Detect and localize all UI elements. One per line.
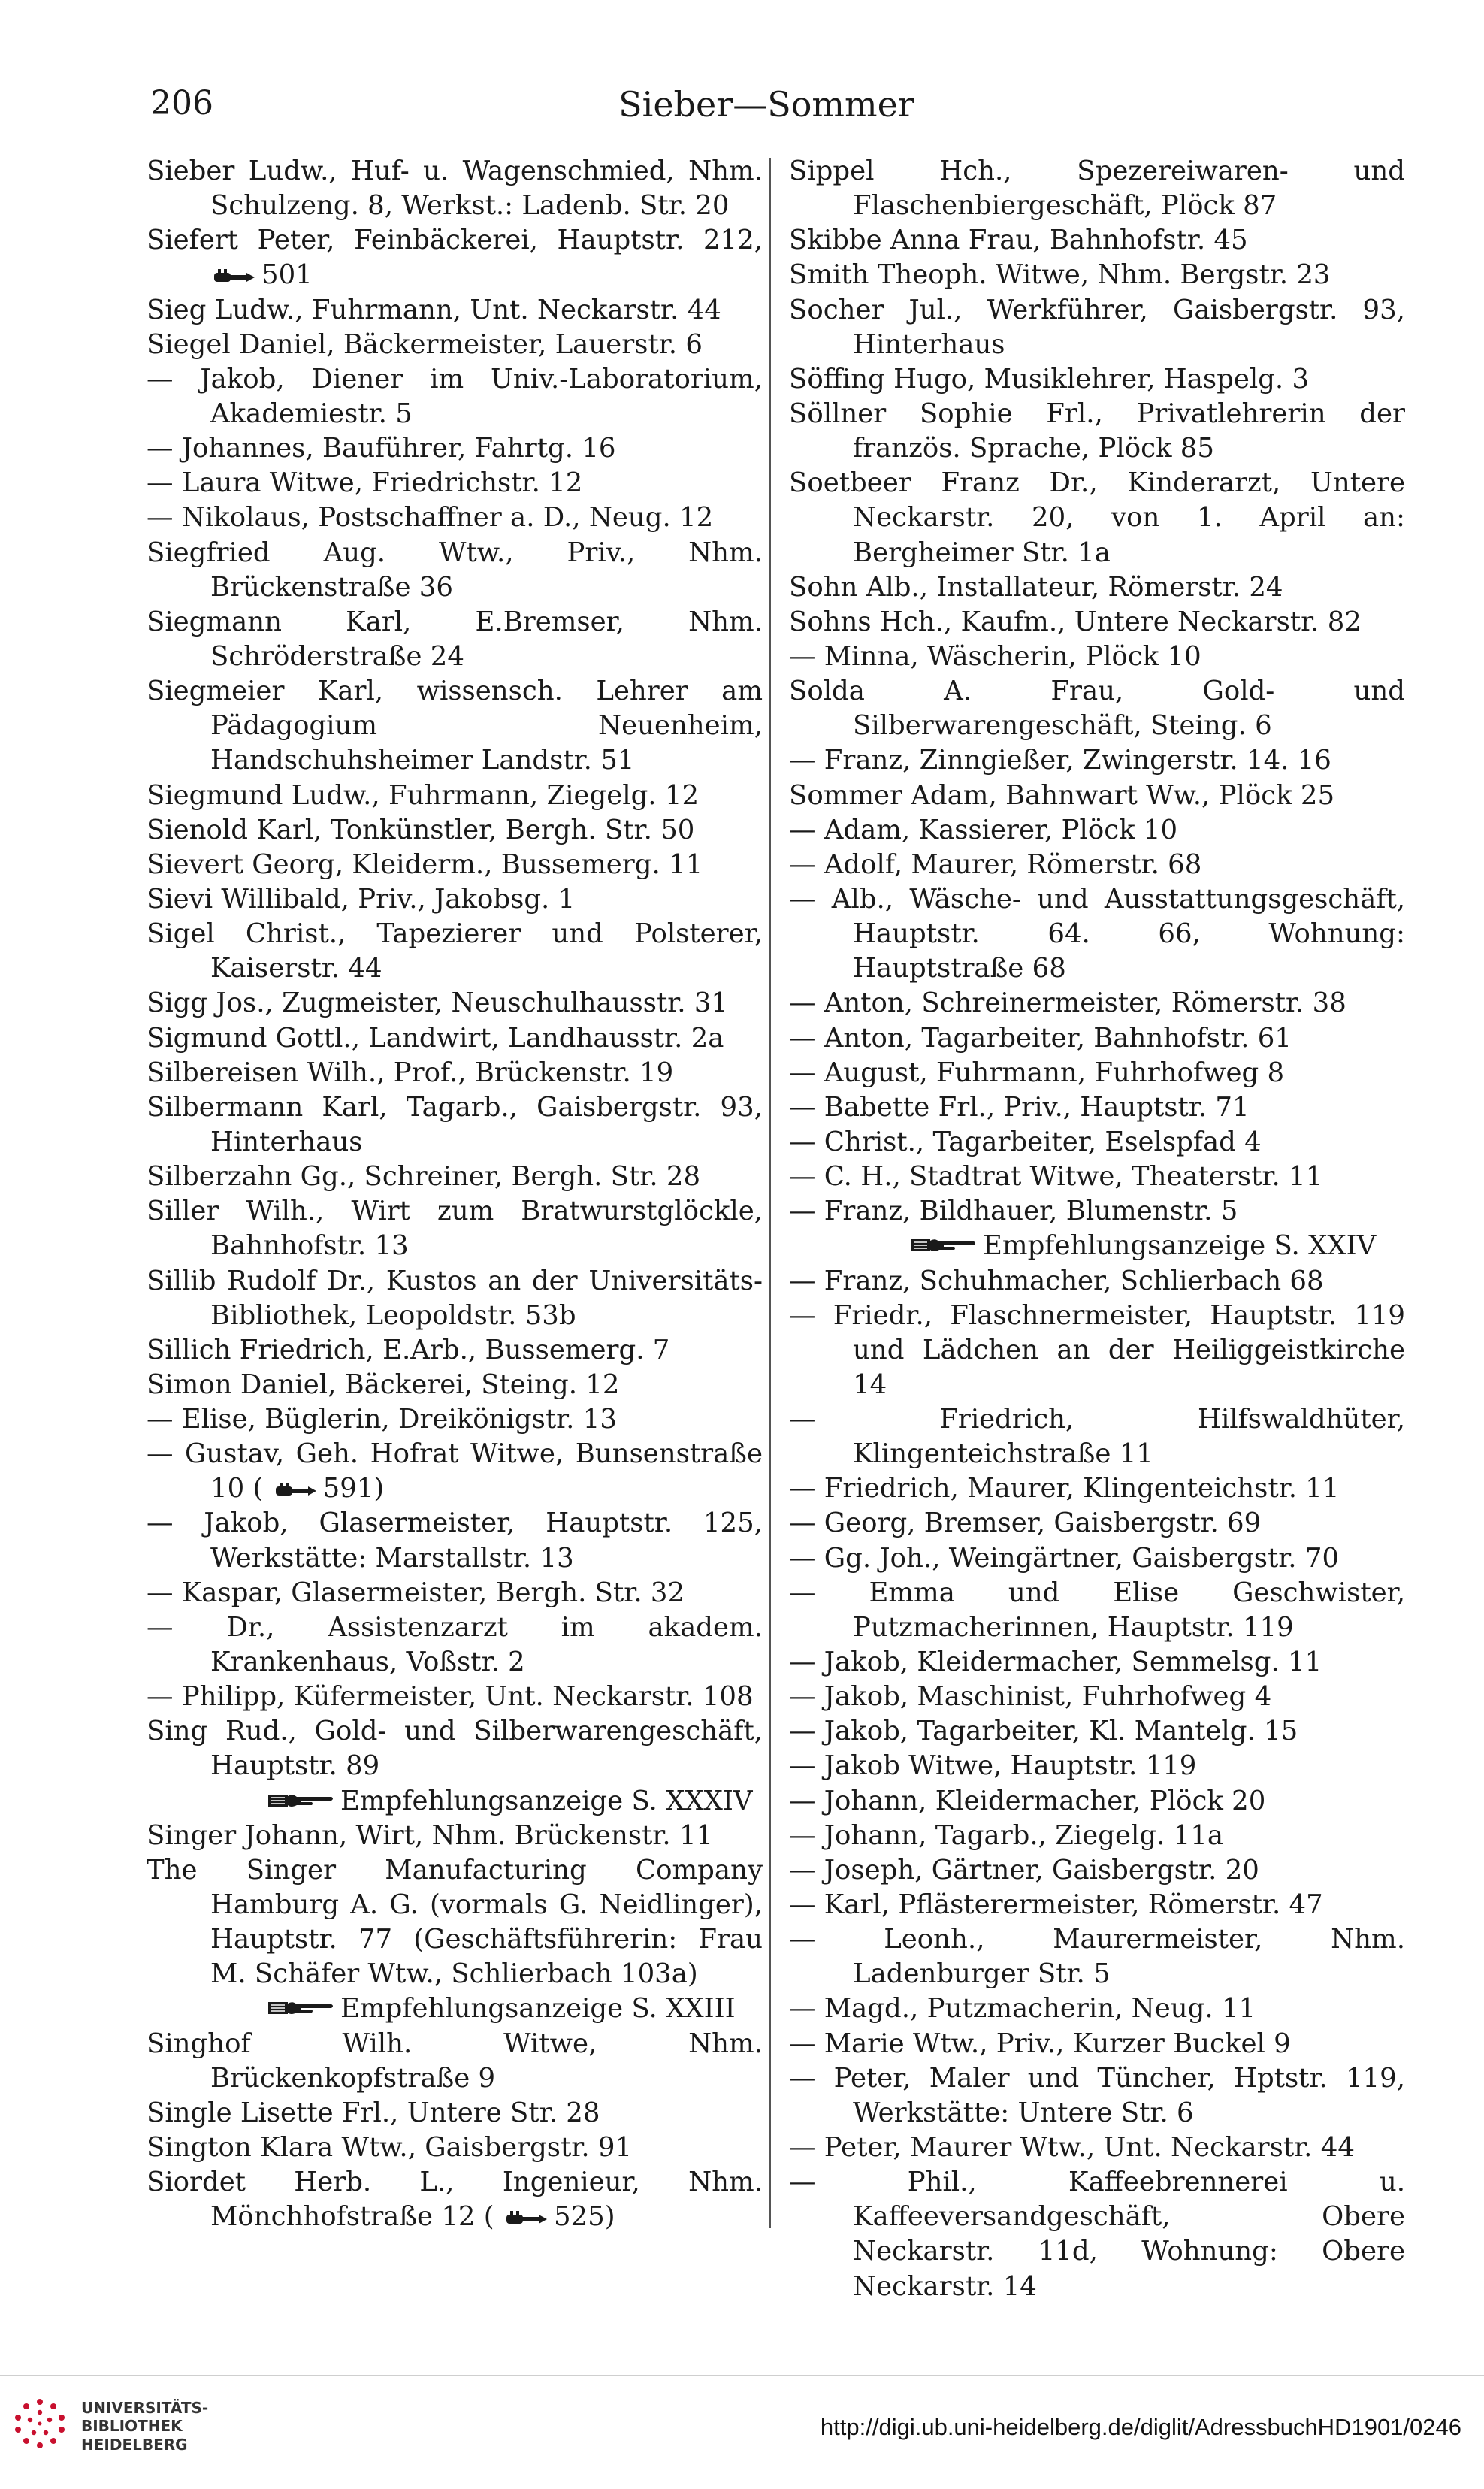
- directory-entry: [147, 2096, 763, 2131]
- right-column: [789, 154, 1405, 2304]
- directory-entry: [789, 2131, 1405, 2165]
- entry-text: — Phil., Kaffeebrennerei u. Kaffeeversandgeschäft, Obere Neckarstr. 11d, Wohnung: Obere Neckarstr. 14: [789, 2167, 1405, 2302]
- column-divider: [769, 158, 771, 2228]
- directory-entry: [789, 1090, 1405, 1125]
- directory-entry: [147, 293, 763, 328]
- entry-text: Siegel Daniel, Bäckermeister, Lauerstr. 6: [147, 328, 703, 360]
- directory-entry: [789, 1299, 1405, 1402]
- directory-entry: [147, 536, 763, 605]
- library-name-line: HEIDELBERG: [81, 2435, 188, 2454]
- directory-entry: [789, 1680, 1405, 1714]
- entry-text: Sillich Friedrich, E.Arb., Bussemerg. 7: [147, 1334, 670, 1365]
- entry-text: — Alb., Wäsche- und Ausstattungsgeschäft, Hauptstr. 64. 66, Wohnung: Hauptstraße 68: [789, 883, 1405, 984]
- directory-entry: [147, 1506, 763, 1575]
- pointing-hand-icon: [267, 1998, 334, 2019]
- entry-text: — Anton, Tagarbeiter, Bahnhofstr. 61: [789, 1022, 1292, 1054]
- directory-entry: [789, 570, 1405, 605]
- entry-text: — Jakob, Tagarbeiter, Kl. Mantelg. 15: [789, 1716, 1298, 1747]
- entry-text: — Jakob, Maschinist, Fuhrhofweg 4: [789, 1681, 1272, 1713]
- entry-text: — Marie Wtw., Priv., Kurzer Buckel 9: [789, 2028, 1291, 2059]
- directory-entry: [789, 1576, 1405, 1645]
- entry-text: Single Lisette Frl., Untere Str. 28: [147, 2097, 600, 2128]
- directory-entry: [789, 848, 1405, 882]
- entry-text: Empfehlungsanzeige S. XXXIV: [340, 1785, 753, 1816]
- entry-text: Sieber Ludw., Huf- u. Wagenschmied, Nhm. Schulzeng. 8, Werkst.: Ladenb. Str. 20: [147, 156, 763, 222]
- telephone-icon: [275, 1480, 317, 1500]
- directory-entry: [789, 2165, 1405, 2304]
- entry-text: Söllner Sophie Frl., Privatlehrerin der französ. Sprache, Plöck 85: [789, 398, 1405, 464]
- directory-entry: [789, 779, 1405, 813]
- entry-text: — Jakob, Diener im Univ.-Laboratorium, Akademiestr. 5: [147, 363, 763, 429]
- directory-entry: [789, 1749, 1405, 1783]
- directory-entry: [789, 882, 1405, 986]
- entry-text: — Gustav, Geh. Hofrat Witwe, Bunsenstraße 10 (: [147, 1438, 763, 1505]
- directory-entry: [147, 501, 763, 535]
- directory-entry: [147, 154, 763, 223]
- directory-entry: [147, 1714, 763, 1783]
- page-header: [150, 84, 1383, 137]
- directory-entry: [789, 1021, 1405, 1056]
- directory-entry: [789, 1471, 1405, 1506]
- entry-text: Siegmund Ludw., Fuhrmann, Ziegelg. 12: [147, 779, 700, 811]
- entry-text: Sohn Alb., Installateur, Römerstr. 24: [789, 571, 1283, 603]
- directory-entry: [147, 2131, 763, 2165]
- directory-entry: [147, 431, 763, 466]
- entry-text: Silberzahn Gg., Schreiner, Bergh. Str. 28: [147, 1161, 701, 1193]
- entry-text: — Jakob, Kleidermacher, Semmelsg. 11: [789, 1647, 1322, 1678]
- directory-entry: [147, 986, 763, 1021]
- entry-text: — Leonh., Maurermeister, Nhm. Ladenburger Str. 5: [789, 1924, 1405, 1990]
- entry-text: Singer Johann, Wirt, Nhm. Brückenstr. 11: [147, 1819, 714, 1851]
- directory-entry: [147, 1437, 763, 1506]
- advertisement-reference: [147, 1784, 763, 1819]
- entry-text: — Gg. Joh., Weingärtner, Gaisbergstr. 70: [789, 1542, 1340, 1574]
- directory-entry: [147, 1853, 763, 1992]
- directory-entry: [147, 1056, 763, 1090]
- page-number: 206: [150, 84, 213, 122]
- entry-text: Socher Jul., Werkführer, Gaisbergstr. 93, Hinterhaus: [789, 294, 1405, 360]
- directory-entry: [147, 1819, 763, 1853]
- telephone-icon: [213, 267, 255, 286]
- directory-entry: [147, 362, 763, 431]
- entry-text: — Christ., Tagarbeiter, Eselspfad 4: [789, 1126, 1262, 1157]
- entry-text: The Singer Manufacturing Company Hamburg A. G. (vormals G. Neidlinger), Hauptstr. 77 (Geschäftsführerin: Frau M. Schäfer Wtw., Schlierbach 103a): [147, 1854, 763, 1990]
- entry-text: — Babette Frl., Priv., Hauptstr. 71: [789, 1091, 1250, 1123]
- directory-entry: [789, 1888, 1405, 1922]
- directory-entry: [789, 1194, 1405, 1229]
- directory-entry: [789, 674, 1405, 743]
- left-column: [147, 154, 763, 2234]
- entry-text: — Adam, Kassierer, Plöck 10: [789, 814, 1178, 845]
- entry-text: Sing Rud., Gold- und Silberwarengeschäft, Hauptstr. 89: [147, 1716, 763, 1782]
- library-name: [81, 2399, 307, 2454]
- entry-text: Söffing Hugo, Musiklehrer, Haspelg. 3: [789, 363, 1310, 395]
- entry-text: — Friedrich, Maurer, Klingenteichstr. 11: [789, 1473, 1340, 1505]
- directory-entry: [789, 154, 1405, 223]
- directory-entry: [147, 1610, 763, 1680]
- entry-text: Sigel Christ., Tapezierer und Polsterer, Kaiserstr. 44: [147, 918, 763, 984]
- entry-text: Sohns Hch., Kaufm., Untere Neckarstr. 82: [789, 606, 1362, 637]
- directory-entry: [147, 1194, 763, 1263]
- directory-entry: [147, 2165, 763, 2234]
- entry-text: — Minna, Wäscherin, Plöck 10: [789, 640, 1201, 672]
- entry-text: Siegmann Karl, E.Bremser, Nhm. Schröderstraße 24: [147, 606, 763, 672]
- directory-entry: [147, 1402, 763, 1437]
- entry-text: — Friedr., Flaschnermeister, Hauptstr. 119 und Lädchen an der Heiliggeistkirche 14: [789, 1299, 1405, 1400]
- entry-text: — Philipp, Küfermeister, Unt. Neckarstr. 108: [147, 1681, 754, 1713]
- entry-text: — Magd., Putzmacherin, Neug. 11: [789, 1993, 1256, 2025]
- directory-entry: [147, 1021, 763, 1056]
- directory-entry: [789, 1056, 1405, 1090]
- page-footer: [0, 2376, 1484, 2489]
- entry-text: Silbereisen Wilh., Prof., Brückenstr. 19: [147, 1057, 674, 1088]
- entry-text: — Jakob Witwe, Hauptstr. 119: [789, 1750, 1197, 1782]
- directory-entry: [147, 813, 763, 848]
- directory-entry: [789, 1992, 1405, 2026]
- phone-number: 591): [322, 1473, 385, 1505]
- entry-text: Sippel Hch., Spezereiwaren- und Flaschenbiergeschäft, Plöck 87: [789, 156, 1405, 222]
- entry-text: — Karl, Pflästerermeister, Römerstr. 47: [789, 1889, 1323, 1921]
- entry-text: Solda A. Frau, Gold- und Silberwarengeschäft, Steing. 6: [789, 676, 1405, 742]
- entry-text: — Dr., Assistenzarzt im akadem. Krankenhaus, Voßstr. 2: [147, 1611, 763, 1678]
- directory-entry: [147, 917, 763, 986]
- entry-text: — Joseph, Gärtner, Gaisbergstr. 20: [789, 1854, 1259, 1886]
- directory-entry: [789, 1402, 1405, 1471]
- entry-text: Sigmund Gottl., Landwirt, Landhausstr. 2a: [147, 1022, 724, 1054]
- directory-entry: [147, 1576, 763, 1610]
- entry-text: — Nikolaus, Postschaffner a. D., Neug. 12: [147, 502, 714, 534]
- directory-entry: [147, 1680, 763, 1714]
- source-url-link[interactable]: http://digi.ub.uni-heidelberg.de/diglit/AdressbuchHD1901/0246: [820, 2414, 1461, 2440]
- entry-text: — Franz, Zinngießer, Zwingerstr. 14. 16: [789, 745, 1331, 776]
- directory-entry: [789, 2061, 1405, 2131]
- directory-entry: [789, 743, 1405, 778]
- running-title: Sieber—Sommer: [618, 84, 914, 125]
- directory-entry: [789, 466, 1405, 570]
- directory-entry: [789, 397, 1405, 466]
- directory-entry: [789, 1714, 1405, 1749]
- entry-text: — Laura Witwe, Friedrichstr. 12: [147, 467, 583, 499]
- advertisement-reference: [147, 1992, 763, 2026]
- directory-entry: [789, 986, 1405, 1021]
- entry-text: — Emma und Elise Geschwister, Putzmacherinnen, Hauptstr. 119: [789, 1577, 1405, 1643]
- directory-entry: [789, 1853, 1405, 1888]
- directory-entry: [147, 779, 763, 813]
- library-name-line: BIBLIOTHEK: [81, 2417, 183, 2436]
- directory-entry: [147, 1333, 763, 1368]
- entry-text: Empfehlungsanzeige S. XXIII: [340, 1993, 736, 2025]
- directory-entry: [147, 2027, 763, 2096]
- entry-text: Siller Wilh., Wirt zum Bratwurstglöckle, Bahnhofstr. 13: [147, 1196, 763, 1262]
- entry-text: — August, Fuhrmann, Fuhrhofweg 8: [789, 1057, 1285, 1088]
- directory-entry: [147, 674, 763, 778]
- entry-text: — Johann, Kleidermacher, Plöck 20: [789, 1785, 1266, 1816]
- telephone-icon: [506, 2209, 548, 2228]
- directory-entry: [789, 1264, 1405, 1299]
- directory-entry: [789, 1506, 1405, 1541]
- directory-entry: [789, 258, 1405, 292]
- entry-text: — Friedrich, Hilfswaldhüter, Klingenteichstraße 11: [789, 1404, 1405, 1470]
- directory-entry: [789, 1645, 1405, 1680]
- entry-text: Simon Daniel, Bäckerei, Steing. 12: [147, 1368, 620, 1400]
- directory-entry: [789, 1922, 1405, 1992]
- entry-text: Sievert Georg, Kleiderm., Bussemerg. 11: [147, 848, 703, 880]
- directory-entry: [789, 2027, 1405, 2061]
- entry-text: Sienold Karl, Tonkünstler, Bergh. Str. 50: [147, 814, 695, 845]
- entry-text: — Johannes, Bauführer, Fahrtg. 16: [147, 433, 616, 464]
- directory-entry: [147, 1160, 763, 1194]
- advertisement-reference: [789, 1229, 1405, 1263]
- library-name-line: UNIVERSITÄTS-: [81, 2399, 209, 2417]
- entry-text: — Jakob, Glasermeister, Hauptstr. 125, Werkstätte: Marstallstr. 13: [147, 1508, 763, 1574]
- entry-text: — Peter, Maler und Tüncher, Hptstr. 119, Werkstätte: Untere Str. 6: [789, 2062, 1405, 2128]
- phone-number: 501: [261, 259, 313, 291]
- directory-entry: [789, 605, 1405, 640]
- entry-text: Skibbe Anna Frau, Bahnhofstr. 45: [789, 225, 1248, 256]
- directory-entry: [147, 882, 763, 917]
- entry-text: Sigg Jos., Zugmeister, Neuschulhausstr. 31: [147, 987, 729, 1019]
- entry-text: Sommer Adam, Bahnwart Ww., Plöck 25: [789, 779, 1335, 811]
- directory-entry: [147, 1368, 763, 1402]
- entry-text: — Elise, Büglerin, Dreikönigstr. 13: [147, 1404, 617, 1435]
- pointing-hand-icon: [909, 1235, 977, 1256]
- directory-entry: [789, 1784, 1405, 1819]
- directory-entry: [789, 293, 1405, 362]
- entry-text: — Adolf, Maurer, Römerstr. 68: [789, 848, 1202, 880]
- entry-text: Sievi Willibald, Priv., Jakobsg. 1: [147, 883, 576, 915]
- directory-entry: [147, 848, 763, 882]
- directory-entry: [789, 1125, 1405, 1160]
- entry-text: Sillib Rudolf Dr., Kustos an der Universitäts-Bibliothek, Leopoldstr. 53b: [147, 1265, 763, 1331]
- entry-text: — Franz, Bildhauer, Blumenstr. 5: [789, 1196, 1238, 1227]
- directory-entry: [789, 223, 1405, 258]
- directory-entry: [789, 362, 1405, 397]
- entry-text: Siegmeier Karl, wissensch. Lehrer am Pädagogium Neuenheim, Handschuhsheimer Landstr. 51: [147, 676, 763, 776]
- phone-number: 525): [553, 2201, 615, 2233]
- library-logo-icon: [14, 2397, 66, 2450]
- entry-text: Smith Theoph. Witwe, Nhm. Bergstr. 23: [789, 259, 1331, 291]
- directory-entry: [147, 1090, 763, 1160]
- entry-text: — Georg, Bremser, Gaisbergstr. 69: [789, 1508, 1262, 1539]
- entry-text: Empfehlungsanzeige S. XXIV: [983, 1230, 1377, 1262]
- entry-text: Singhof Wilh. Witwe, Nhm. Brückenkopfstraße 9: [147, 2028, 763, 2094]
- directory-entry: [789, 1160, 1405, 1194]
- directory-entry: [789, 640, 1405, 674]
- entry-text: Sington Klara Wtw., Gaisbergstr. 91: [147, 2132, 633, 2164]
- entry-text: — Kaspar, Glasermeister, Bergh. Str. 32: [147, 1577, 685, 1608]
- entry-text: Silbermann Karl, Tagarb., Gaisbergstr. 93, Hinterhaus: [147, 1091, 763, 1157]
- entry-text: — Anton, Schreinermeister, Römerstr. 38: [789, 987, 1346, 1019]
- directory-entry: [147, 223, 763, 292]
- directory-entry: [789, 1819, 1405, 1853]
- entry-text: Siefert Peter, Feinbäckerei, Hauptstr. 212,: [147, 225, 763, 256]
- directory-entry: [789, 813, 1405, 848]
- entry-text: Sieg Ludw., Fuhrmann, Unt. Neckarstr. 44: [147, 294, 721, 325]
- entry-text: Siordet Herb. L., Ingenieur, Nhm. Mönchhofstraße 12 (: [147, 2167, 763, 2233]
- directory-entry: [789, 1541, 1405, 1576]
- entry-text: — Franz, Schuhmacher, Schlierbach 68: [789, 1265, 1324, 1296]
- entry-text: Siegfried Aug. Wtw., Priv., Nhm. Brückenstraße 36: [147, 537, 763, 603]
- directory-entry: [147, 1264, 763, 1333]
- directory-entry: [147, 605, 763, 674]
- entry-text: — C. H., Stadtrat Witwe, Theaterstr. 11: [789, 1161, 1323, 1193]
- entry-text: — Johann, Tagarb., Ziegelg. 11a: [789, 1819, 1223, 1851]
- pointing-hand-icon: [267, 1790, 334, 1811]
- directory-entry: [147, 328, 763, 362]
- directory-entry: [147, 466, 763, 501]
- entry-text: — Peter, Maurer Wtw., Unt. Neckarstr. 44: [789, 2132, 1355, 2164]
- entry-text: Soetbeer Franz Dr., Kinderarzt, Untere Neckarstr. 20, von 1. April an: Bergheimer Str. 1a: [789, 467, 1405, 568]
